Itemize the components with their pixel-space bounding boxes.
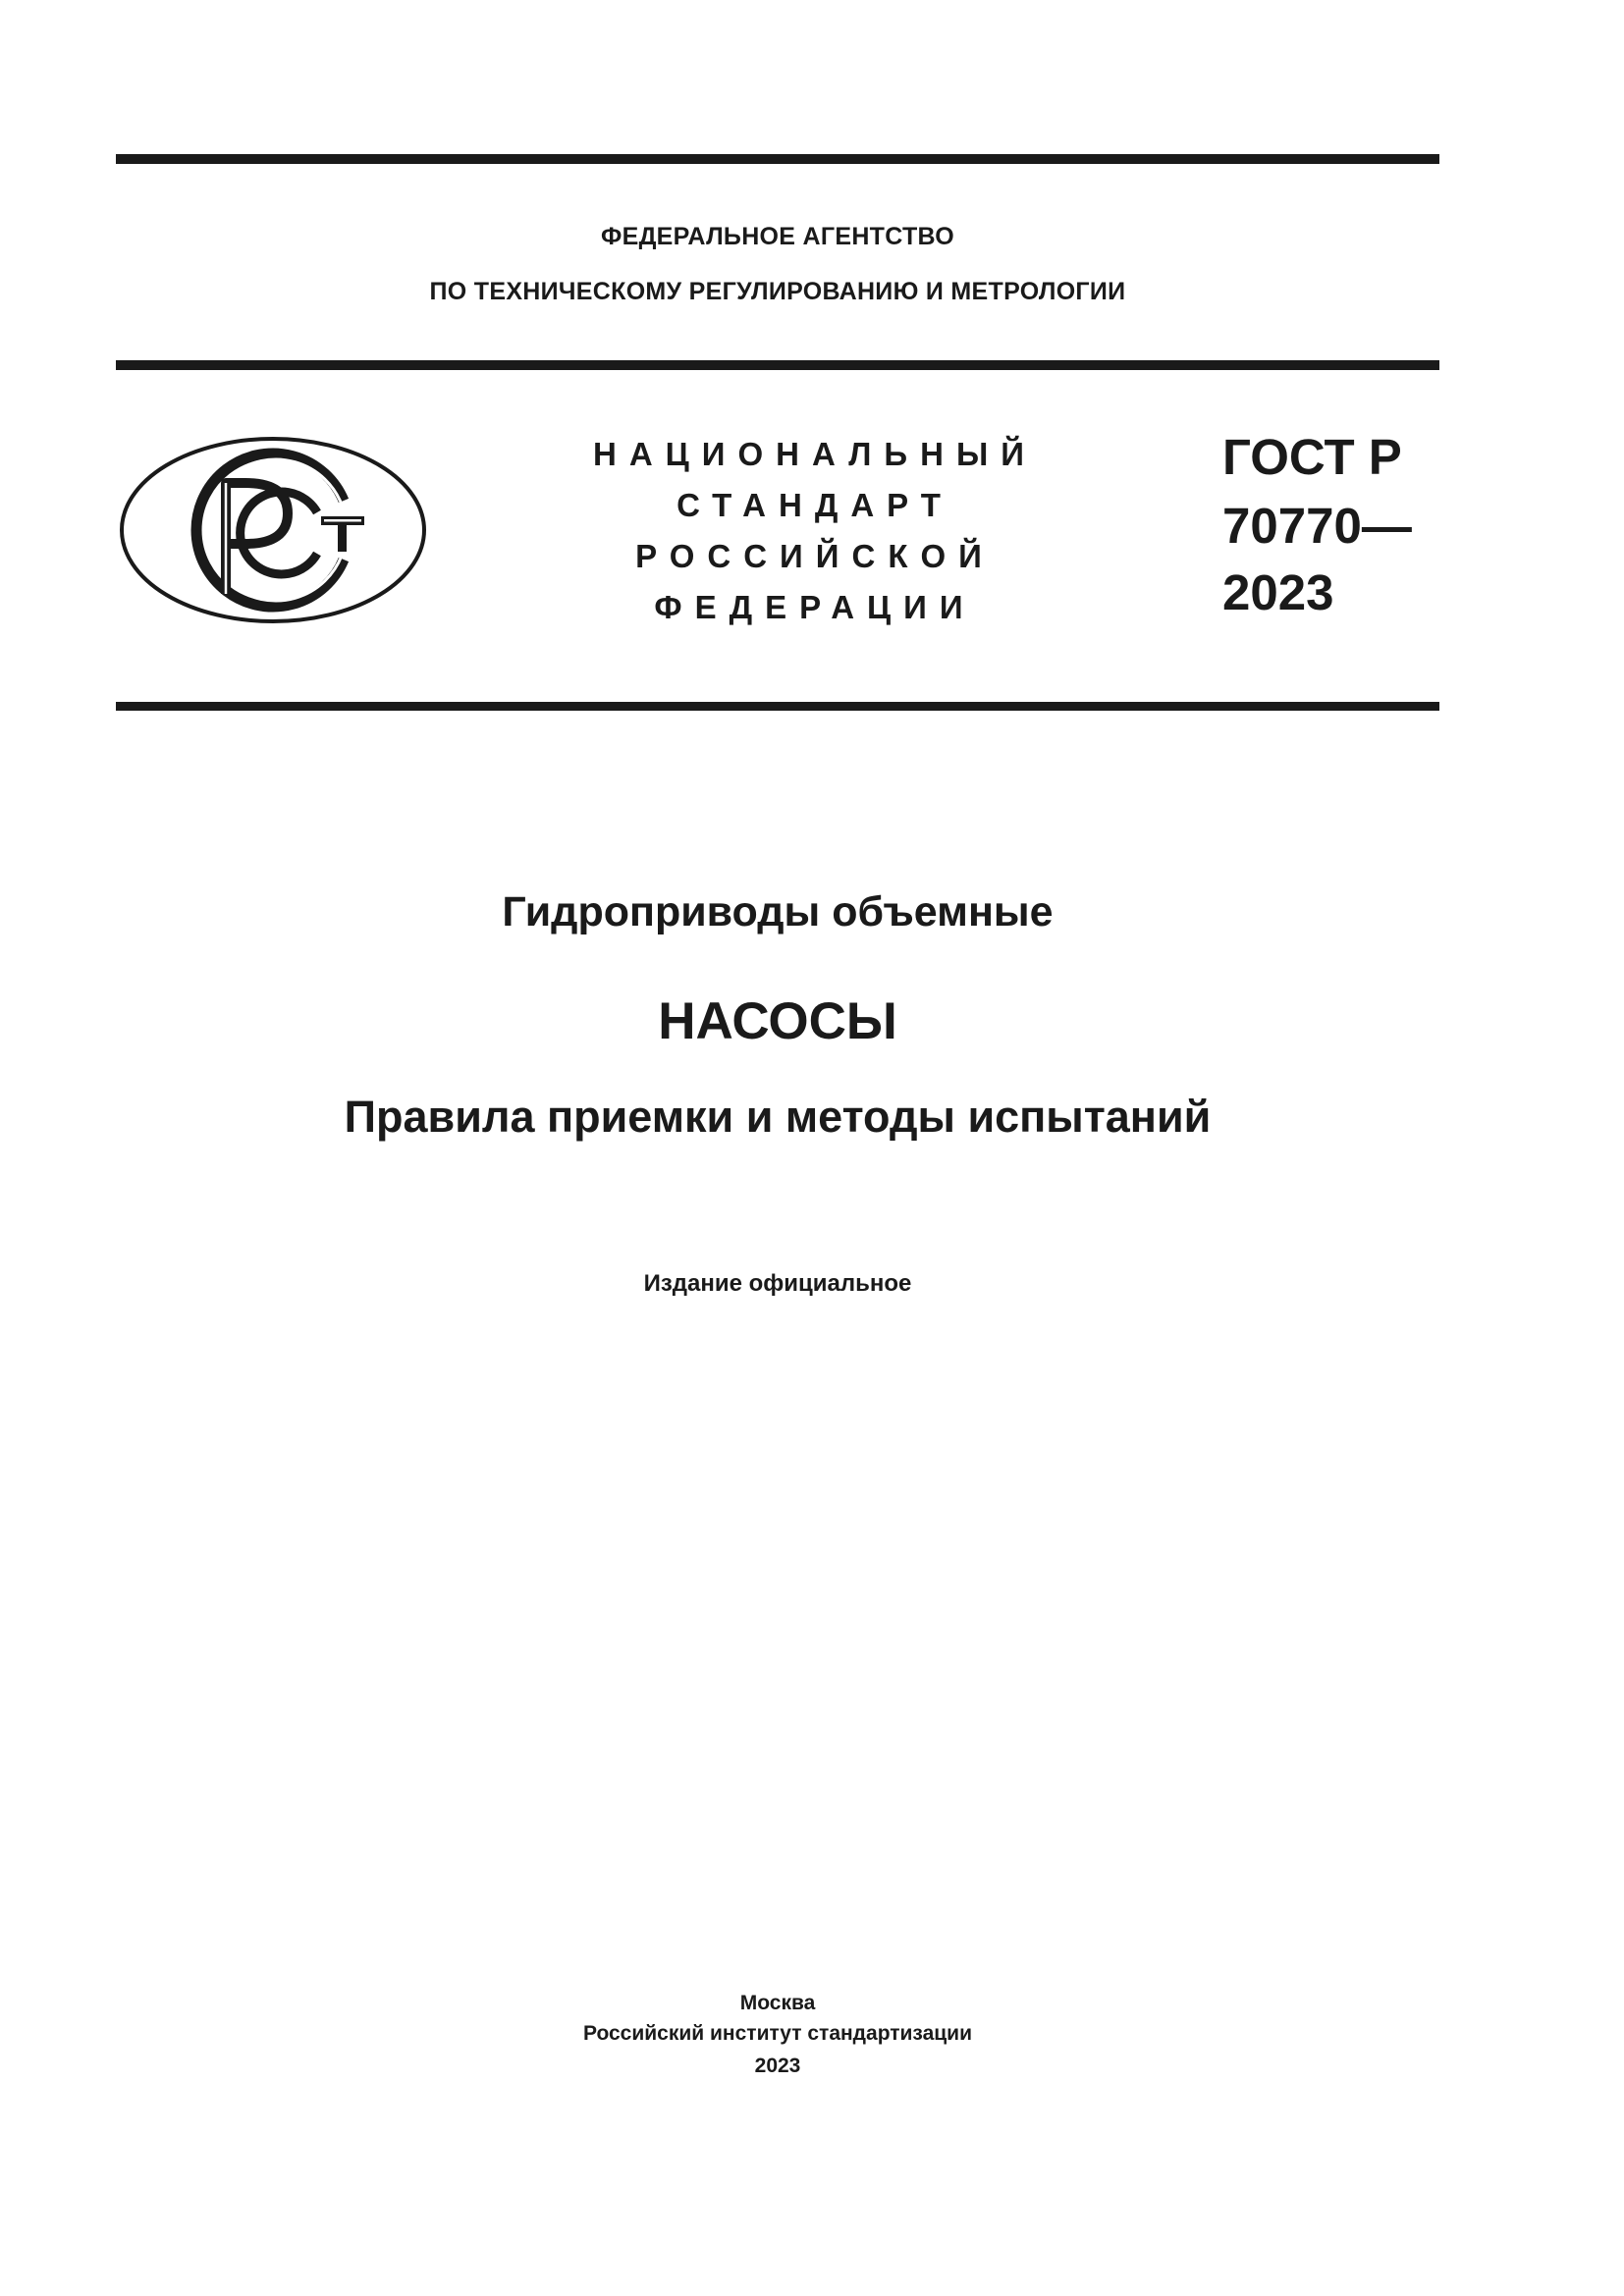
- standard-type-line1: НАЦИОНАЛЬНЫЙ: [593, 436, 1037, 472]
- agency-divider-rule: [116, 360, 1439, 370]
- header-bottom-rule: [116, 702, 1439, 711]
- imprint-publisher: Российский институт стандартизации: [582, 2022, 973, 2045]
- standard-type-line2: СТАНДАРТ: [677, 487, 953, 523]
- top-rule: [116, 154, 1439, 164]
- title-main: НАСОСЫ: [658, 992, 897, 1050]
- title-general: Гидроприводы объемные: [502, 888, 1054, 935]
- standard-designation-line3: 2023: [1222, 564, 1334, 620]
- standard-type-line3: РОССИЙСКОЙ: [635, 538, 995, 574]
- edition-note: Издание официальное: [643, 1270, 912, 1297]
- agency-name-line2: ПО ТЕХНИЧЕСКОМУ РЕГУЛИРОВАНИЮ И МЕТРОЛОГИИ: [429, 278, 1126, 305]
- standard-designation-line1: ГОСТ Р: [1222, 429, 1402, 485]
- imprint-year: 2023: [754, 2055, 801, 2077]
- imprint-city: Москва: [739, 1992, 816, 2014]
- agency-name-line1: ФЕДЕРАЛЬНОЕ АГЕНТСТВО: [600, 223, 955, 250]
- standard-designation-line2: 70770—: [1222, 498, 1412, 554]
- title-sub: Правила приемки и методы испытаний: [344, 1092, 1212, 1142]
- rst-logo-icon: [116, 432, 430, 628]
- standard-type-line4: ФЕДЕРАЦИИ: [654, 589, 976, 625]
